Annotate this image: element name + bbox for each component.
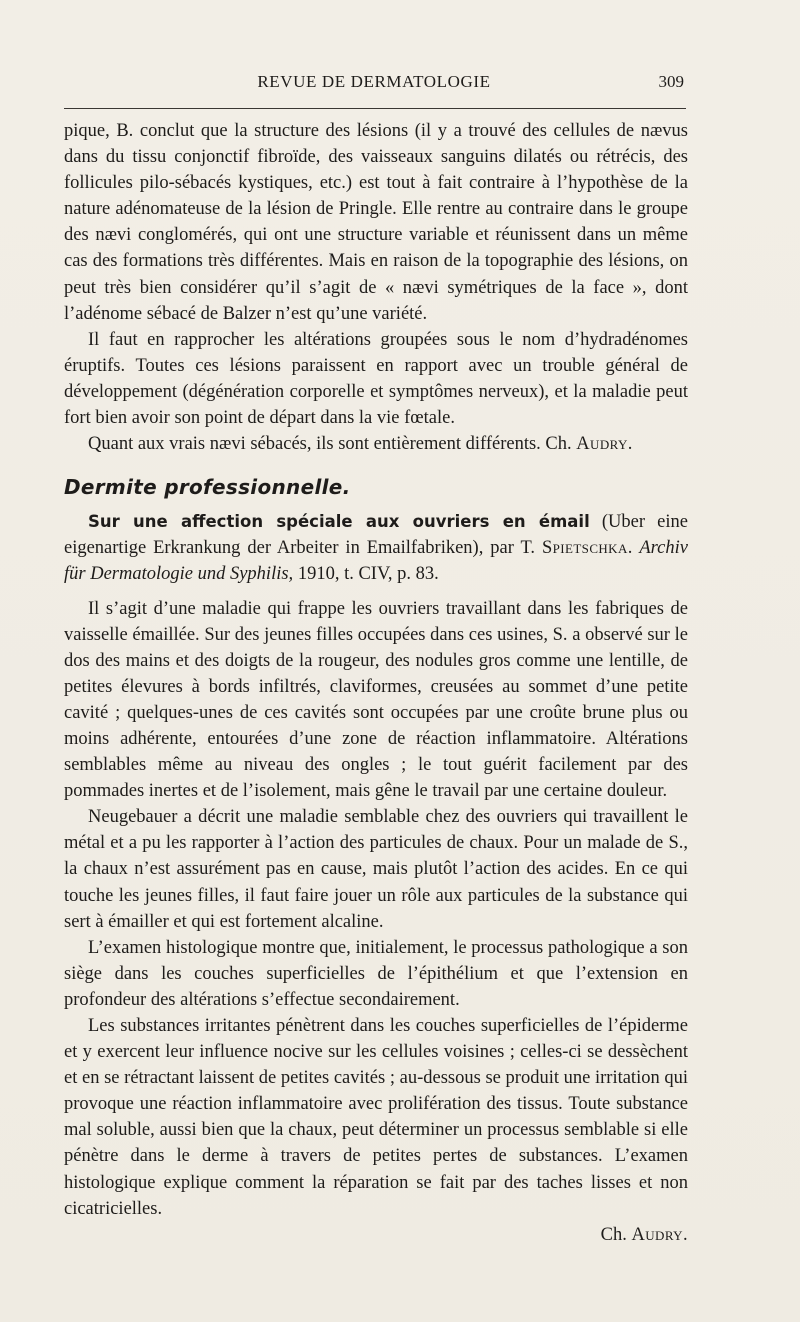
article1-paragraph-1: pique, B. conclut que la structure des lésions (il y a trouvé des cellules de nævus dans du tissu conjonctif fibroïde, des vaisseaux sanguins dilatés ou rétrécis, des follicules pilo-sébacés kystiques, etc.) est tout à fait contraire à l’hypothèse de la nature adénomateuse de la lésion de Pringle. Elle rentre au contraire dans le groupe des nævi conglomérés, qui ont une structure variable et réunissent dans un même cas des formations très différentes. Mais en raison de la topographie des lésions, on peut très bien considérer qu’il s’agit de « nævi symétriques de la face », dont l’adénome sébacé de Balzer n’est qu’une variété. bbox=[64, 121, 688, 324]
running-title: REVUE DE DERMATOLOGIE bbox=[257, 72, 491, 91]
article1-paragraph-2: Il faut en rapprocher les altérations groupées sous le nom d’hydradénomes éruptifs. Toutes ces lésions paraissent en rapport avec un trouble général de développement (dégénération corporelle et symptômes nerveux), et la maladie peut fort bien avoir son point de départ dans la vie fœtale. bbox=[64, 329, 688, 429]
article2-signature bbox=[64, 1222, 688, 1248]
page-number: 309 bbox=[658, 72, 684, 91]
article2-german-ref: (Uber eine eigenartige Erkrankung der Arbeiter in Emailfabriken), par T. bbox=[64, 512, 688, 559]
article2-ref-author: Spietschka. bbox=[541, 538, 633, 559]
article2-reference bbox=[64, 509, 688, 587]
article2-journal: Archiv für Dermatologie und Syphilis, bbox=[64, 538, 688, 585]
signature-prefix: Ch. bbox=[600, 1224, 627, 1245]
section-title: Dermite professionnelle. bbox=[64, 475, 351, 500]
article2-paragraph-4: Les substances irritantes pénètrent dans les couches superficielles de l’épiderme et y exercent leur influence nocive sur les cellules voisines ; celles-ci se dessèchent et en se rétractant laissent de petites cavités ; au-dessous se produit une irritation qui provoque une réaction inflammatoire avec prolifération des tissus. Toute substance mal soluble, aussi bien que la chaux, peut déterminer un processus semblable si elle pénètre dans le derme à travers de petites pertes de substances. L’examen histologique explique comment la réparation se fait par des taches lisses et non cicatricielles. bbox=[64, 1016, 688, 1219]
article2-paragraph-2: Neugebauer a décrit une maladie semblable chez des ouvriers qui travaillent le métal et a pu les rapporter à l’action des particules de chaux. Pour un malade de S., la chaux n’est assurément pas en cause, mais plutôt l’action des acides. En ce qui touche les jeunes filles, il faut faire jouer un rôle aux particules de la substance qui sert à émailler et qui est fortement alcaline. bbox=[64, 807, 688, 932]
article2-paragraph-1: Il s’agit d’une maladie qui frappe les ouvriers travaillant dans les fabriques de vaisselle émaillée. Sur des jeunes filles occupées dans ces usines, S. a observé sur le dos des mains et des doigts de la rougeur, des nodules gros comme une lentille, de petites élevures à bords infiltrés, claviformes, creusées au sommet d’une petite cavité ; quelques-unes de ces cavités sont occupées par une croûte brune plus ou moins adhérente, entourées d’une zone de réaction inflammatoire. Altérations semblables même au niveau des ongles ; le tout guérit facilement par des pommades inertes et de l’isolement, mais gêne le travail par une certaine douleur. bbox=[64, 598, 688, 802]
article2-title: Sur une affection spéciale aux ouvriers en émail bbox=[88, 512, 590, 532]
page-body bbox=[64, 118, 688, 1248]
article2-ref-details: 1910, t. CIV, p. 83. bbox=[293, 564, 439, 585]
article1-author: Audry. bbox=[576, 434, 633, 455]
article2-paragraph-3: L’examen histologique montre que, initialement, le processus pathologique a son siège dans les couches superficielles de l’épithélium et que l’extension en profondeur des altérations s’effectue secondairement. bbox=[64, 937, 688, 1010]
article1-paragraph-3-text: Quant aux vrais nævi sébacés, ils sont entièrement différents. Ch. bbox=[88, 434, 572, 455]
header-rule bbox=[64, 108, 686, 109]
page-header bbox=[64, 70, 684, 100]
signature-name: Audry. bbox=[631, 1224, 688, 1245]
article1-paragraph-3 bbox=[64, 431, 688, 457]
